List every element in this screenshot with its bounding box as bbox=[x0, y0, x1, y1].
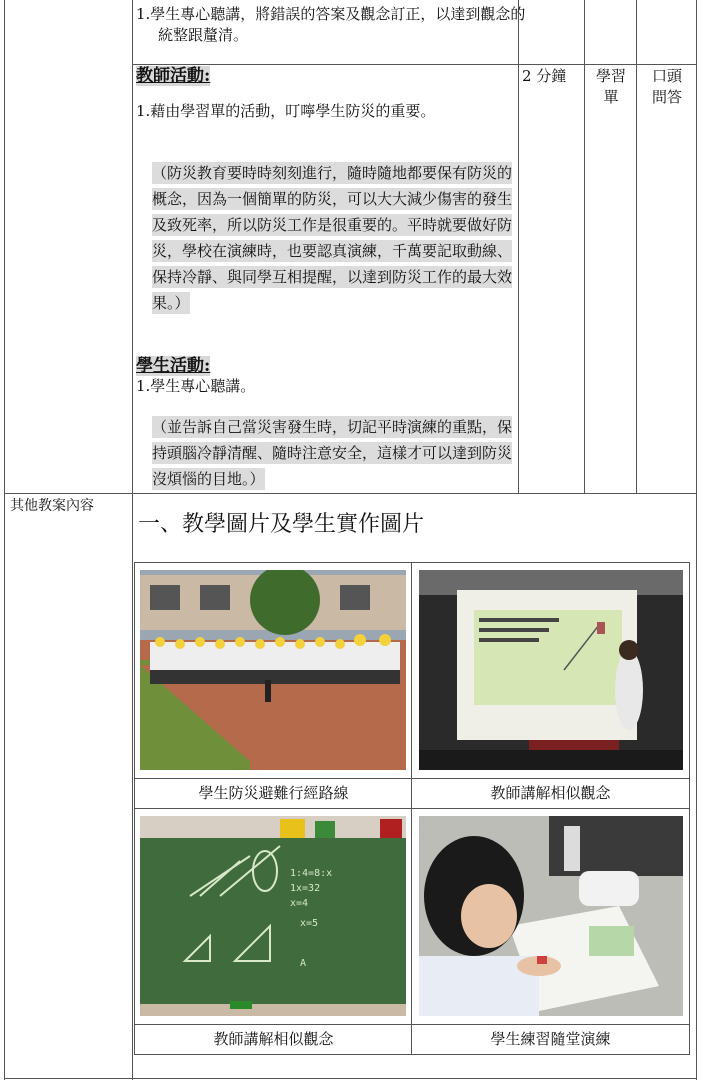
other-content-label: 其他教案內容 bbox=[10, 498, 94, 514]
photo-caption-1: 學生防災避難行經路線 bbox=[198, 784, 349, 802]
section-title: 一、教學圖片及學生實作圖片 bbox=[138, 512, 425, 537]
student-activity-heading: 學生活動: bbox=[136, 356, 211, 376]
photo-chalkboard bbox=[140, 816, 406, 1016]
assessment-cell: 口頭問答 bbox=[651, 67, 682, 106]
student-activity-note: （並告訴自己當災害發生時，切記平時演練的重點，保持頭腦冷靜清醒、隨時注意安全，這樣才可以達到防災沒煩惱的目地。） bbox=[152, 418, 513, 488]
photo-student-practice bbox=[419, 816, 683, 1016]
svg-text:A: A bbox=[300, 958, 307, 969]
teacher-activity-item: 1.藉由學習單的活動，叮嚀學生防災的重要。 bbox=[136, 102, 436, 120]
photo-caption-4: 學生練習隨堂演練 bbox=[490, 1030, 611, 1048]
svg-text:1x=32: 1x=32 bbox=[290, 883, 321, 894]
teacher-activity-heading: 教師活動: bbox=[136, 66, 211, 86]
photo-caption-2: 教師講解相似觀念 bbox=[490, 784, 611, 802]
photo-teacher-projector bbox=[419, 570, 683, 770]
student-activity-item: 1.學生專心聽講。 bbox=[136, 377, 256, 395]
row1-item: 1.學生專心聽講，將錯誤的答案及觀念訂正，以達到觀念的統整跟釐清。 bbox=[136, 5, 526, 44]
svg-text:x=5: x=5 bbox=[300, 918, 319, 929]
photo-caption-3: 教師講解相似觀念 bbox=[213, 1030, 334, 1048]
time-cell: 2 分鐘 bbox=[522, 67, 567, 85]
resource-cell: 學習單 bbox=[595, 67, 626, 106]
photo-evacuation-route bbox=[140, 570, 406, 770]
svg-text:1:4=8:x: 1:4=8:x bbox=[290, 868, 333, 879]
teacher-activity-note: （防災教育要時時刻刻進行，隨時隨地都要保有防災的概念，因為一個簡單的防災，可以大大減少傷害的發生及致死率，所以防災工作是很重要的。平時就要做好防災，學校在演練時，也要認真演練，千萬要記取動線、保持冷靜、與同學互相提醒，以達到防災工作的最大效果。） bbox=[152, 164, 513, 312]
svg-text:x=4: x=4 bbox=[290, 898, 309, 909]
